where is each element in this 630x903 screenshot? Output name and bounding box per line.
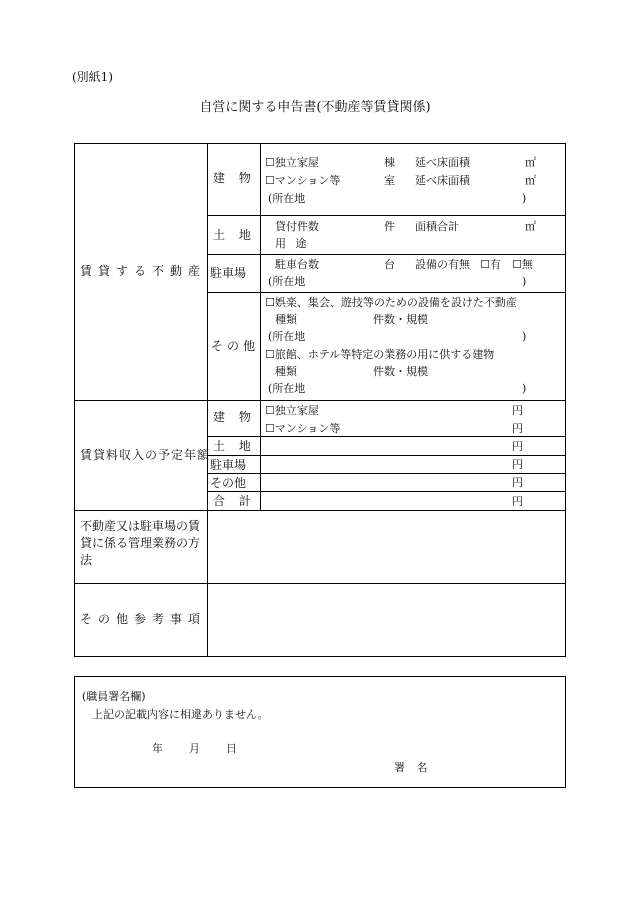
yen-unit: 円 [512,458,523,471]
location-close: ) [522,192,527,205]
month-label: 月 [189,742,200,755]
facility-yes-checkbox[interactable]: ☐有 [480,258,501,271]
parking-label: 駐車場 [210,266,247,280]
parking-count-unit: 台 [384,258,395,271]
building-label: 建 物 [213,410,251,424]
confirmation-statement: 上記の記載内容に相違ありません。 [92,708,269,721]
column-divider [260,401,261,510]
building-label: 建 物 [213,171,251,185]
usage-label: 用 途 [275,237,307,250]
detached-house-checkbox[interactable]: ☐独立家屋 [265,404,319,417]
location-open: (所在地 [268,192,306,205]
floor-area-label: 延べ床面積 [415,174,470,187]
expected-rent-income-label: 賃貸料収入の予定年額 [80,448,211,462]
management-method-label: 不動産又は駐車場の賃貸に係る管理業務の方法 [80,519,201,567]
floor-area-unit: ㎡ [525,156,536,169]
parking-label: 駐車場 [210,458,247,472]
rental-property-label: 賃貸する不動産 [80,264,207,278]
total-area-label: 面積合計 [415,220,459,233]
other-notes-field[interactable] [208,584,564,655]
other-label: その他 [211,339,260,353]
location-open: (所在地 [268,382,306,395]
yen-unit: 円 [512,476,523,489]
section-divider [74,400,565,401]
entertainment-facility-checkbox[interactable]: ☐娯楽、集会、遊技等のための設備を設けた不動産 [265,296,517,309]
location-open: (所在地 [268,275,306,288]
day-label: 日 [226,742,237,755]
staff-signature-heading: (職員署名欄) [82,690,146,703]
type-label: 種類 [275,313,297,326]
lease-count-label: 貸付件数 [275,220,319,233]
parking-count-label: 駐車台数 [275,258,319,271]
detached-house-checkbox[interactable]: ☐独立家屋 [265,156,319,169]
attachment-label: (別紙1) [72,70,113,84]
floor-area-label: 延べ床面積 [415,156,470,169]
location-open: (所在地 [268,330,306,343]
facility-no-checkbox[interactable]: ☐無 [512,258,533,271]
building-count-unit: 棟 [384,156,395,169]
mansion-checkbox[interactable]: ☐マンション等 [265,174,341,187]
yen-unit: 円 [512,495,523,508]
management-method-field[interactable] [208,511,564,583]
location-close: ) [522,382,527,395]
staff-signature-box [74,676,566,788]
column-divider [260,143,261,401]
floor-area-unit: ㎡ [525,174,536,187]
location-close: ) [522,275,527,288]
land-label: 土 地 [213,439,251,453]
type-label: 種類 [275,365,297,378]
location-close: ) [522,330,527,343]
hotel-building-checkbox[interactable]: ☐旅館、ホテル等特定の業務の用に供する建物 [265,348,495,361]
lease-count-unit: 件 [384,220,395,233]
scale-label: 件数・規模 [373,313,428,326]
yen-unit: 円 [512,422,523,435]
scale-label: 件数・規模 [373,365,428,378]
total-label: 合 計 [213,494,251,508]
signature-label: 署 名 [394,761,428,774]
year-label: 年 [152,742,163,755]
yen-unit: 円 [512,440,523,453]
yen-unit: 円 [512,404,523,417]
page-title: 自営に関する申告書(不動産等賃貸関係) [199,100,431,115]
land-label: 土 地 [213,228,251,242]
facility-label: 設備の有無 [415,258,470,271]
total-area-unit: ㎡ [525,220,536,233]
other-label: その他 [210,476,247,490]
room-count-unit: 室 [384,174,395,187]
other-notes-label: その他参考事項 [80,612,207,626]
mansion-checkbox[interactable]: ☐マンション等 [265,422,341,435]
